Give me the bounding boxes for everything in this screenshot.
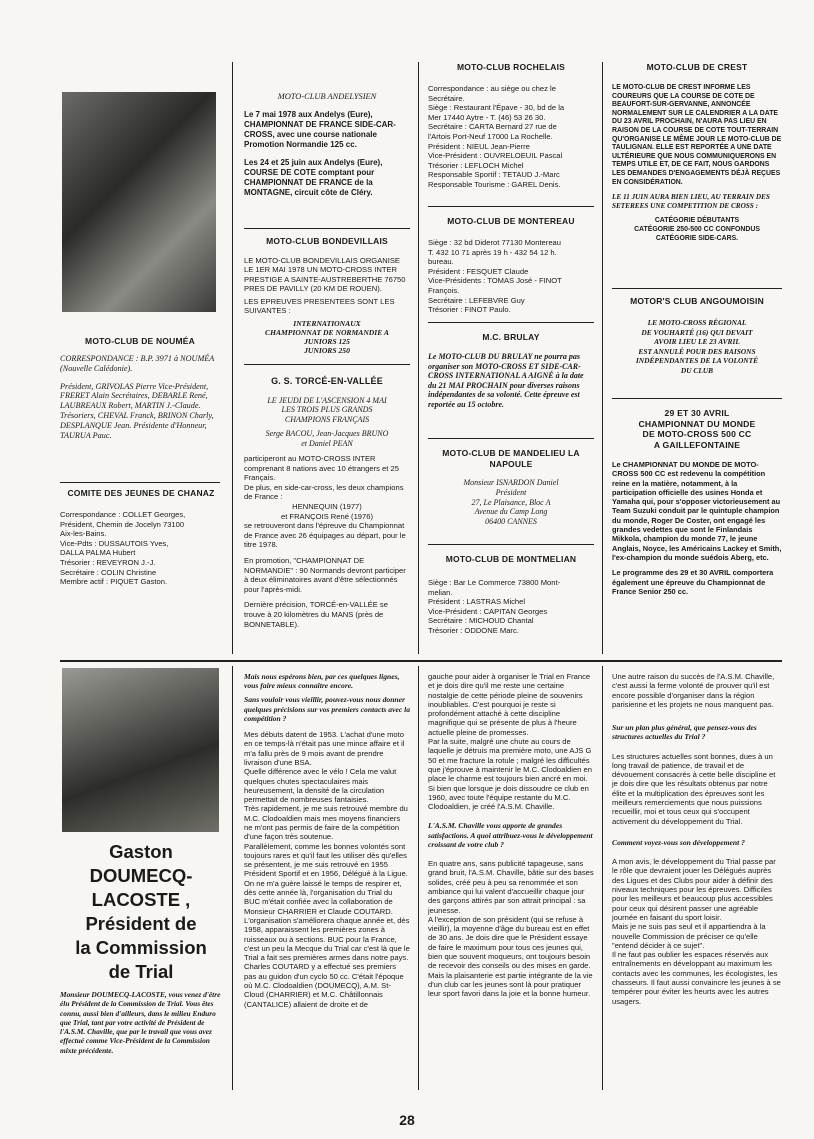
interview-answer: Très rapidement, je me suis retrouvé membre du M.C. Clodoaldien mais mes moyens financiers ne m'ont pas permis de faire de la compétition d'une façon très soutenue. bbox=[244, 804, 408, 842]
band-rule bbox=[60, 660, 782, 662]
motocross-rider-photo bbox=[62, 92, 216, 312]
interview-answer: En quatre ans, sans publicité tapageuse, sans grand bruit, l'A.S.M. Chaville, bâtie sur des bases solides, créé peu à peu sa renommée et son ambiance qui lui valent d'accueillir chaque jour des garçons attirés par son attrait principal : sa jeunesse. bbox=[428, 859, 594, 915]
torce-lead: LES TROIS PLUS GRANDS bbox=[281, 405, 373, 415]
page-number: 28 bbox=[399, 1112, 415, 1128]
brulay-block bbox=[428, 332, 594, 410]
gaston-name-line: DOUMECQ- bbox=[89, 865, 193, 886]
chanaz-line: Secrétaire : COLIN Christine bbox=[60, 567, 157, 577]
gaillefontaine-block bbox=[612, 408, 782, 596]
gaillefontaine-title: A GAILLEFONTAINE bbox=[653, 439, 741, 450]
mandelieu-line: 06400 CANNES bbox=[485, 517, 537, 527]
montmelian-line: Siège : Bar Le Commerce 73800 Mont- bbox=[428, 578, 561, 587]
torce-block bbox=[244, 376, 410, 629]
interview-answer: Quelle différence avec le vélo ! Cela me valut quelques chutes spectaculaires mais heureusement, la densité de la circulation permettait de nombreuses fantaisies. bbox=[244, 767, 397, 805]
column-rule bbox=[232, 666, 233, 1090]
rochelais-line: Mer 17440 Aytre - T. (46) 53 26 30. bbox=[428, 112, 546, 122]
interview-col2 bbox=[244, 672, 410, 1009]
section-rule bbox=[612, 398, 782, 399]
column-rule bbox=[418, 666, 419, 1090]
interview-answer: L'organisation s'améliorera chaque année et, dès 1958, apparaissent les premières zones à ruisseaux ou à sections. BUC pour la France, c'est un peu la Mecque du Trial car c'est là que le Trial a fait ses premières armes dans notre pays. Charles COUTARD y a effectué ses premiers pas au guidon d'un cyclo 50 cc. C'était l'époque où M.C. Clodoaldien (DOUMECQ), A.M. St-Cloud (CHARRIER) et M.C. Châtillonnais (CANTALICE) allaient de droite et de bbox=[244, 915, 410, 1009]
column-rule bbox=[232, 62, 233, 654]
montmelian-title: MOTO-CLUB DE MONTMELIAN bbox=[445, 554, 577, 564]
torce-names: et Daniel PEAN bbox=[301, 438, 353, 448]
interview-question: Sur un plan plus général, que pensez-vous des structures actuelles du Trial ? bbox=[612, 723, 757, 742]
column-rule bbox=[418, 62, 419, 654]
montmelian-line: Président : LASTRAS Michel bbox=[428, 597, 526, 607]
section-rule bbox=[244, 364, 410, 365]
gaston-intro: Monsieur DOUMECQ-LACOSTE, vous venez d'être élu Président de la Commission de Trial. Vous êtes connu, aussi bien d'ailleurs, dans le milieu Enduro que Trial, tant par votre activité de Président de l'A.S.M. Chaville, que par le travail que vous avez effectué comme Vice-Président de la Commission mixte précédente. bbox=[60, 990, 221, 1055]
gaillefontaine-p1: Le CHAMPIONNAT DU MONDE DE MOTO-CROSS 500 CC est redevenu la compétition reine en la matière, notamment, à la participation officielle des usines Honda et Yamaha qui, pour s'opposer victorieusement au Team Suzuki conduit par le quintuple champion du monde, Roger De Coster, ont engagé les grandes vedettes que sont le Finlandais Mikkola, champion du monde 77, le jeune Anglais, Noyce, les Américains Lackey et Smith, l'ex-champion du monde suédois Aberg, etc. bbox=[612, 460, 782, 562]
montereau-title: MOTO-CLUB DE MONTEREAU bbox=[447, 216, 575, 226]
angoumoisin-line: LE MOTO-CROSS RÉGIONAL bbox=[647, 318, 747, 327]
torce-p1: participeront au MOTO-CROSS INTER comprenant 8 nations avec 10 étrangers et 25 Français. bbox=[244, 454, 399, 483]
section-rule bbox=[428, 544, 594, 545]
torce-p3: se retrouveront dans l'épreuve du Championnat de France avec 26 équipages au départ, pour le titre 1978. bbox=[244, 521, 406, 550]
gaillefontaine-title: DE MOTO-CROSS 500 CC bbox=[642, 429, 752, 439]
rochelais-line: Trésorier : LEFLOCH Michel bbox=[428, 160, 524, 170]
mandelieu-line: Monsieur ISNARDON Daniel bbox=[463, 478, 559, 487]
rochelais-line: Secrétaire. bbox=[428, 93, 465, 103]
interview-answer: Par la suite, malgré une chute au cours de laquelle je détruis ma première moto, une AJS G 50 et me fracture la rotule ; malgré les difficultés que j'éprouve à maintenir le M.C. Clodoaldien en place le charme est toujours bien ancré en moi. Si bien que lorsque je dois dissoudre ce club en 1960, avec toute l'équipe restante du M.C. Clodoaldien, je créé l'A.S.M. Chaville. bbox=[428, 737, 592, 812]
rochelais-line: l'Artois Port-Neuf 17000 La Rochelle. bbox=[428, 131, 553, 141]
mandelieu-block bbox=[428, 448, 594, 527]
montereau-line: Secrétaire : LEFEBVRE Guy bbox=[428, 295, 525, 305]
noumea-correspondance: CORRESPONDANCE : B.P. 3971 à NOUMÉA (Nouvelle Calédonie). bbox=[60, 354, 215, 373]
brulay-title: M.C. BRULAY bbox=[482, 332, 540, 342]
angoumoisin-block bbox=[612, 296, 782, 376]
angoumoisin-line: INDÉPENDANTES DE LA VOLONTÉ bbox=[635, 356, 759, 366]
bondevillais-p2: LES EPREUVES PRESENTEES SONT LES SUIVANTES : bbox=[244, 296, 395, 316]
torce-lead: CHAMPIONS FRANÇAIS bbox=[284, 414, 370, 424]
bondevillais-list-item: INTERNATIONAUX bbox=[293, 319, 361, 329]
chanaz-line: Aix-les-Bains. bbox=[60, 529, 107, 539]
interview-col4 bbox=[612, 672, 782, 1006]
rochelais-line: Vice-Président : OUVRELOEUIL Pascal bbox=[428, 151, 563, 161]
torce-lead: LE JEUDI DE L'ASCENSION 4 MAI bbox=[267, 396, 387, 405]
torce-p2b: et FRANÇOIS René (1976) bbox=[280, 511, 373, 521]
bondevillais-list-item: CHAMPIONNAT DE NORMANDIE A bbox=[265, 328, 389, 338]
crest-p2: LE 11 JUIN AURA BIEN LIEU, AU TERRAIN DES SETEREES UNE COMPETITION DE CROSS : bbox=[612, 193, 770, 210]
interview-question: Comment voyez-vous son développement ? bbox=[612, 837, 745, 847]
brulay-text: Le MOTO-CLUB DU BRULAY ne pourra pas organiser son MOTO-CROSS ET SIDE-CAR-CROSS INTERNATIONAL A AIGNÉ à la date du 21 MAI PROCHAIN pour diverses raisons indépendantes de sa volonté. Cette épreuve est reportée au 15 octobre. bbox=[428, 352, 584, 409]
mandelieu-line: 27, Le Plaisance, Bloc A bbox=[471, 497, 551, 507]
section-rule bbox=[428, 206, 594, 207]
noumea-members: Président, GRIVOLAS Pierre Vice-Président, FRERET Alain Secrétaires, DEBARLE René, LAUBREAUX Robert, MARTIN J.-Claude. Trésoriers, CHEVAL Franck, BRINON Charly, DESPLANQUE Jean. Présidente d'Honneur, TAURUA Pauc. bbox=[60, 381, 214, 440]
torce-p4: En promotion, "CHAMPIONNAT DE NORMANDIE" : 90 Normands devront participer à deux éliminatoires avant d'être sélectionnés pour l'après-midi. bbox=[244, 555, 406, 594]
gaston-name-line: LACOSTE , bbox=[91, 889, 191, 910]
montereau-line: T. 432 10 71 après 19 h - 432 54 12 h. bbox=[428, 247, 557, 257]
crest-title: MOTO-CLUB DE CREST bbox=[646, 62, 748, 72]
gaston-name-line: la Commission bbox=[75, 937, 207, 958]
bondevillais-p1: LE MOTO-CLUB BONDEVILLAIS ORGANISE LE 1ER MAI 1978 UN MOTO-CROSS INTER PRESTIGE A SAINTE-AUSTREBERTHE 76750 PRES DE PAVILLY (20 KM DE ROUEN). bbox=[244, 256, 406, 294]
gaston-name-block bbox=[60, 840, 222, 1055]
angoumoisin-line: EST ANNULÉ POUR DES RAISONS bbox=[638, 346, 756, 356]
section-rule bbox=[60, 482, 220, 483]
angoumoisin-title: MOTOR'S CLUB ANGOUMOISIN bbox=[630, 296, 764, 306]
interview-answer: Mes débuts datent de 1953. L'achat d'une moto en ce temps-là n'était pas une mince affaire et il m'a fallu près de 9 mois avant de prendre livraison d'une BSA. bbox=[244, 730, 405, 767]
noumea-title: MOTO-CLUB DE NOUMÉA bbox=[85, 336, 195, 346]
chanaz-line: Vice-Pdts : DUSSAUTOIS Yves, bbox=[60, 538, 169, 548]
chanaz-line: Président, Chemin de Jocelyn 73100 bbox=[60, 519, 185, 529]
chanaz-line: Trésorier : REVEYRON J.-J. bbox=[60, 557, 156, 567]
torce-names: Serge BACOU, Jean-Jacques BRUNO bbox=[265, 429, 389, 439]
gaston-name-line: Président de bbox=[85, 913, 197, 934]
crest-list-item: CATÉGORIE DÉBUTANTS bbox=[654, 217, 740, 225]
interview-answer: A l'exception de son président (qui se refuse à vieillir), la moyenne d'âge du bureau est en effet de 30 ans. Je dois dire que le Président essaye de faire le maximum pour tous ces jeunes qui, bien que souvent moqueurs, ont toujours besoin de recevoir des conseils ou des mises en garde. Mais la plaisanterie est partie intégrante de la vie d'un club car les jeunes sont là pour pratiquer leur sport favori dans la joie et la bonne humeur. bbox=[428, 914, 593, 999]
gaston-name-line: Gaston bbox=[109, 841, 173, 862]
mandelieu-line: Président bbox=[495, 487, 527, 497]
rochelais-line: Siège : Restaurant l'Épave - 30, bd de la bbox=[428, 103, 565, 113]
rochelais-line: Responsable Sportif : TETAUD J.-Marc bbox=[428, 170, 560, 180]
crest-block bbox=[612, 62, 782, 243]
montereau-line: Vice-Présidents : TOMAS José - FINOT bbox=[428, 276, 562, 286]
andelys-block bbox=[244, 92, 410, 198]
andelys-p1: Le 7 mai 1978 aux Andelys (Eure), CHAMPIONNAT DE FRANCE SIDE-CAR-CROSS, avec une course nationale Promotion Normandie 125 cc. bbox=[244, 109, 396, 149]
interview-answer: Une autre raison du succès de l'A.S.M. Chaville, c'est aussi la ferme volonté de prouver qu'il est encore possible d'organiser dans la région parisienne et les projets ne nous manquent pas. bbox=[612, 672, 775, 709]
montmelian-line: Vice-Président : CAPITAN Georges bbox=[428, 606, 548, 616]
montmelian-line: melian. bbox=[428, 587, 453, 597]
interview-answer: Les structures actuelles sont bonnes, dues à un long travail de patience, de travail et de dévouement consacrés à cette belle discipline et je dois dire que les résultats obtenus par notre élite et la multiplication des épreuves sont les meilleurs remerciements que nous puissions recueillir, moi et tous ceux qui s'occupent activement du développement du Trial. bbox=[612, 751, 776, 826]
rochelais-line: Correspondance : au siège ou chez le bbox=[428, 84, 556, 93]
section-rule bbox=[428, 322, 594, 323]
montereau-line: bureau. bbox=[428, 257, 454, 267]
montereau-line: Trésorier : FINOT Paulo. bbox=[428, 305, 511, 315]
section-rule bbox=[612, 288, 782, 289]
chanaz-line: Membre actif : PIQUET Gaston. bbox=[60, 577, 168, 587]
interview-answer: Il ne faut pas oublier les espaces réservés aux entraînements en développant au maximum les contacts avec les communes, les écologistes, les chasseurs. Il faut aussi convaincre les jeunes à se tempérer pour éviter les heurts avec les autres usagers. bbox=[612, 950, 781, 1006]
chanaz-line: DALLA PALMA Hubert bbox=[60, 548, 136, 558]
torce-p2b: HENNEQUIN (1977) bbox=[292, 502, 362, 511]
andelys-title: MOTO-CLUB ANDELYSIEN bbox=[277, 92, 377, 101]
angoumoisin-line: AVOIR LIEU LE 23 AVRIL bbox=[654, 337, 740, 347]
interview-question: L'A.S.M. Chaville vous apporte de grandes satisfactions. A quoi attribuez-vous le développement croissant de votre club ? bbox=[428, 821, 593, 849]
angoumoisin-line: DE VOUHARTÉ (16) QUI DEVAIT bbox=[641, 327, 753, 337]
gaston-portrait-photo bbox=[62, 668, 219, 832]
gaston-name-line: de Trial bbox=[108, 961, 174, 982]
mandelieu-title: MOTO-CLUB DE MANDELIEU LA NAPOULE bbox=[442, 448, 580, 469]
interview-answer: Mais je ne suis pas seul et il appartiendra à la nouvelle Commission de préciser ce qu'elle "entend décider à ce sujet". bbox=[612, 922, 766, 950]
bondevillais-block bbox=[244, 236, 410, 355]
gaillefontaine-title: 29 ET 30 AVRIL bbox=[664, 408, 730, 418]
interview-answer: On ne m'a guère laissé le temps de respirer et, dès cette année là, l'organisation du Trial du BUC m'était confiée avec la collaboration de Monsieur CHARRIER et Claude COUTARD. bbox=[244, 878, 402, 916]
bondevillais-title: MOTO-CLUB BONDEVILLAIS bbox=[266, 236, 388, 246]
rochelais-line: Président : NIEUL Jean-Pierre bbox=[428, 141, 530, 151]
column-rule bbox=[602, 62, 603, 654]
angoumoisin-line: DU CLUB bbox=[680, 365, 714, 375]
interview-question: Mais nous espérons bien, par ces quelques lignes, vous faire mieux connaître encore. bbox=[244, 672, 400, 691]
montereau-block bbox=[428, 216, 594, 315]
bondevillais-list-item: JUNIORS 125 bbox=[304, 337, 350, 347]
montereau-line: François. bbox=[428, 285, 460, 295]
noumea-block bbox=[60, 336, 220, 440]
mandelieu-line: Avenue du Camp Long bbox=[474, 507, 548, 517]
interview-answer: A mon avis, le développement du Trial passe par le rôle que devraient jouer les Délégués auprès des Ligues et des Clubs pour aider à définir des niveaux techniques pour les épreuves. Difficiles pour les meilleurs et beaucoup plus accessibles pour ceux qui désirent passer une agréable journée en faisant du sport loisir. bbox=[612, 857, 776, 922]
torce-title: G. S. TORCÉ-EN-VALLÉE bbox=[271, 376, 383, 386]
column-rule bbox=[602, 666, 603, 1090]
interview-question: Sans vouloir vous vieillir, pouvez-vous nous donner quelques précisions sur vos premiers contacts avec la compétition ? bbox=[244, 695, 411, 723]
montereau-line: Siège : 32 bd Diderot 77130 Montereau bbox=[428, 238, 561, 247]
andelys-p2: Les 24 et 25 juin aux Andelys (Eure), COURSE DE COTE comptant pour CHAMPIONNAT DE FRANCE de la MONTAGNE, circuit côte de Cléry. bbox=[244, 157, 383, 197]
chanaz-line: Correspondance : COLLET Georges, bbox=[60, 510, 186, 519]
rochelais-block bbox=[428, 62, 594, 190]
interview-col3 bbox=[428, 672, 594, 999]
rochelais-title: MOTO-CLUB ROCHELAIS bbox=[457, 62, 565, 72]
section-rule bbox=[244, 228, 410, 229]
chanaz-block bbox=[60, 488, 222, 587]
torce-p5: Dernière précision, TORCÉ-en-VALLÉE se trouve à 20 kilomètres du MANS (près de BONNETABLE). bbox=[244, 600, 388, 629]
interview-answer: gauche pour aider à organiser le Trial en France et je dois dire qu'il me reste une certaine nostalgie de cette période pleine de souvenirs inoubliables. C'est pourquoi je reste si profondément attaché à cette discipline magnifique qui se présente de plus à l'heure actuelle pleine de promesses. bbox=[428, 672, 591, 737]
bondevillais-list-item: JUNIORS 250 bbox=[304, 346, 350, 356]
torce-p2: De plus, en side-car-cross, les deux champions de France : bbox=[244, 482, 404, 502]
gaillefontaine-p2: Le programme des 29 et 30 AVRIL comportera également une épreuve du Championnat de France Senior 250 cc. bbox=[612, 568, 774, 596]
montmelian-line: Trésorier : ODDONE Marc. bbox=[428, 625, 519, 635]
crest-p1: LE MOTO-CLUB DE CREST INFORME LES COUREURS QUE LA COURSE DE COTE DE BEAUFORT-SUR-GERVANNE, ANNONCÉE NORMALEMENT SUR LE CALENDRIER A LA DATE DU 23 AVRIL PROCHAIN, N'AURA PAS LIEU EN RAISON DE LA COURSE DE COTE TOUT-TERRAIN QU'ORGANISE LE MÊME JOUR LE MOTO-CLUB DE TAULIGNAN. ELLE EST REPORTÉE A UNE DATE ULTÉRIEURE QUE NOUS COMMUNIQUERONS EN TEMPS UTILE ET, DE CE FAIT, NOUS GARDONS LES DEMANDES D'ENGAGEMENTS DÉJÀ REÇUES EN CONSIDÉRATION. bbox=[612, 84, 782, 186]
rochelais-line: Secrétaire : CARTA Bernard 27 rue de bbox=[428, 122, 557, 132]
interview-answer: Parallèlement, comme les bonnes volontés sont toujours rares et qu'il faut les utiliser dès qu'elles se présentent, je me suis retrouvé en 1955 Président Sportif et en 1956, Délégué à la Ligue. bbox=[244, 841, 408, 879]
montmelian-line: Secrétaire : MICHOUD Chantal bbox=[428, 616, 534, 626]
section-rule bbox=[428, 438, 594, 439]
crest-list-item: CATÉGORIE SIDE-CARS. bbox=[655, 235, 739, 243]
chanaz-title: COMITE DES JEUNES DE CHANAZ bbox=[67, 488, 215, 498]
crest-list-item: CATÉGORIE 250-500 CC CONFONDUS bbox=[634, 226, 760, 234]
rochelais-line: Responsable Tourisme : GAREL Denis. bbox=[428, 179, 561, 189]
montereau-line: Président : FESQUET Claude bbox=[428, 266, 529, 276]
montmelian-block bbox=[428, 554, 594, 636]
gaillefontaine-title: CHAMPIONNAT DU MONDE bbox=[638, 418, 756, 429]
